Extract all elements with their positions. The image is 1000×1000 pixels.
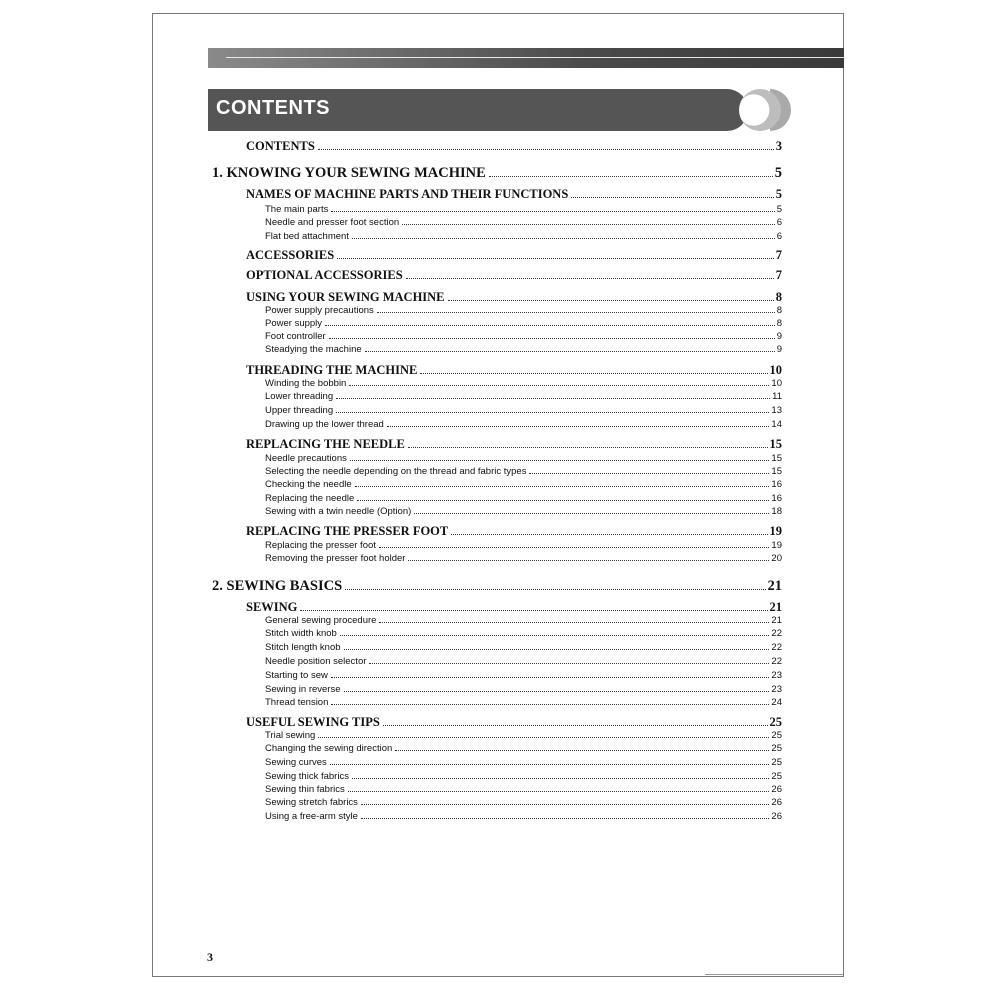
toc-leader-dots <box>379 622 769 623</box>
toc-leader-dots <box>318 737 769 738</box>
toc-leader-dots <box>365 351 775 352</box>
toc-leader-dots <box>406 278 774 279</box>
toc-subsection <box>265 784 782 795</box>
toc-entry-title: Needle and presser foot section <box>265 217 400 228</box>
toc-section <box>246 524 782 539</box>
toc-entry-page: 25 <box>771 771 782 782</box>
toc-leader-dots <box>348 791 770 792</box>
toc-entry-page: 25 <box>771 730 782 741</box>
toc-subsection <box>265 405 782 416</box>
toc-entry-title: Power supply <box>265 318 323 329</box>
toc-entry-page: 3 <box>775 139 782 153</box>
toc-entry-page: 25 <box>771 757 782 768</box>
toc-entry-page: 5 <box>774 165 782 181</box>
toc-entry-title: REPLACING THE NEEDLE <box>246 437 405 451</box>
toc-leader-dots <box>329 338 775 339</box>
toc-subsection <box>265 344 782 355</box>
toc-entry-page: 19 <box>771 540 782 551</box>
toc-entry-title: Stitch width knob <box>265 628 337 639</box>
toc-entry-title: Steadying the machine <box>265 344 362 355</box>
toc-subsection <box>265 642 782 653</box>
toc-leader-dots <box>357 500 769 501</box>
toc-leader-dots <box>451 534 767 535</box>
toc-leader-dots <box>336 398 770 399</box>
toc-subsection <box>265 419 782 430</box>
toc-entry-page: 20 <box>771 553 782 564</box>
toc-entry-title: Changing the sewing direction <box>265 743 393 754</box>
toc-subsection <box>265 757 782 768</box>
toc-leader-dots <box>420 373 767 374</box>
toc-subsection <box>265 615 782 626</box>
toc-entry-page: 22 <box>771 642 782 653</box>
toc-entry-title: The main parts <box>265 204 329 215</box>
toc-entry-title: Using a free-arm style <box>265 811 358 822</box>
toc-leader-dots <box>352 778 769 779</box>
toc-leader-dots <box>344 691 770 692</box>
toc-subsection <box>265 493 782 504</box>
toc-entry-page: 26 <box>771 811 782 822</box>
toc-leader-dots <box>336 412 769 413</box>
toc-entry-title: Trial sewing <box>265 730 316 741</box>
toc-leader-dots <box>361 818 770 819</box>
toc-entry-page: 21 <box>771 615 782 626</box>
toc-leader-dots <box>387 426 770 427</box>
toc-subsection <box>265 466 782 477</box>
toc-entry-title: Replacing the needle <box>265 493 355 504</box>
toc-entry-page: 23 <box>771 670 782 681</box>
toc-entry-title: Sewing thin fabrics <box>265 784 345 795</box>
toc-subsection <box>265 771 782 782</box>
toc-entry-title: REPLACING THE PRESSER FOOT <box>246 524 449 538</box>
toc-entry-title: Sewing thick fabrics <box>265 771 349 782</box>
toc-entry-page: 16 <box>771 493 782 504</box>
toc-entry-title: Power supply precautions <box>265 305 374 316</box>
toc-entry-title: NAMES OF MACHINE PARTS AND THEIR FUNCTIONS <box>246 187 569 201</box>
toc-subsection <box>265 331 782 342</box>
toc-subsection <box>265 811 782 822</box>
toc-leader-dots <box>340 635 770 636</box>
toc-subsection <box>265 204 782 215</box>
toc-leader-dots <box>345 589 765 590</box>
toc-entry-title: THREADING THE MACHINE <box>246 363 418 377</box>
toc-leader-dots <box>350 460 770 461</box>
toc-entry-title: Needle precautions <box>265 453 347 464</box>
toc-entry-page: 25 <box>769 715 782 729</box>
toc-entry-title: Lower threading <box>265 391 334 402</box>
toc-leader-dots <box>571 197 773 198</box>
toc-leader-dots <box>349 385 769 386</box>
toc-entry-title: Flat bed attachment <box>265 231 349 242</box>
toc-entry-page: 21 <box>769 600 782 614</box>
footer-rule <box>705 974 843 975</box>
toc-entry-title: Sewing in reverse <box>265 684 341 695</box>
toc-entry-page: 21 <box>767 578 782 594</box>
toc-entry-page: 16 <box>771 479 782 490</box>
toc-leader-dots <box>318 149 774 150</box>
toc-leader-dots <box>337 258 774 259</box>
toc-entry-page: 22 <box>771 656 782 667</box>
toc-subsection <box>265 305 782 316</box>
toc-entry-title: ACCESSORIES <box>246 248 335 262</box>
toc-subsection <box>265 453 782 464</box>
toc-leader-dots <box>325 325 775 326</box>
toc-entry-page: 8 <box>776 318 782 329</box>
toc-section <box>246 363 782 378</box>
toc-entry-page: 7 <box>775 268 782 282</box>
toc-entry-page: 11 <box>772 391 782 402</box>
toc-leader-dots <box>383 725 768 726</box>
toc-leader-dots <box>402 224 775 225</box>
toc-subsection <box>265 479 782 490</box>
toc-leader-dots <box>369 663 769 664</box>
toc-section <box>246 715 782 730</box>
toc-entry-page: 26 <box>771 797 782 808</box>
toc-leader-dots <box>331 211 774 212</box>
toc-entry-page: 24 <box>771 697 782 708</box>
toc-entry-page: 10 <box>769 363 782 377</box>
toc-leader-dots <box>352 238 775 239</box>
toc-leader-dots <box>448 300 774 301</box>
toc-section <box>246 268 782 283</box>
toc-chapter <box>212 578 782 595</box>
toc-entry-page: 8 <box>775 290 782 304</box>
toc-entry-title: Removing the presser foot holder <box>265 553 406 564</box>
toc-entry-page: 26 <box>771 784 782 795</box>
toc-subsection <box>265 628 782 639</box>
toc-subsection <box>265 231 782 242</box>
contents-title: CONTENTS <box>216 97 330 119</box>
table-of-contents <box>153 14 843 976</box>
toc-entry-page: 18 <box>771 506 782 517</box>
toc-entry-page: 6 <box>776 231 782 242</box>
toc-entry-title: Upper threading <box>265 405 334 416</box>
toc-entry-title: Winding the bobbin <box>265 378 347 389</box>
page-number: 3 <box>207 950 213 964</box>
toc-leader-dots <box>331 704 769 705</box>
toc-leader-dots <box>300 610 767 611</box>
toc-entry-title: Sewing with a twin needle (Option) <box>265 506 412 517</box>
toc-entry-page: 22 <box>771 628 782 639</box>
toc-subsection <box>265 391 782 402</box>
toc-section <box>246 248 782 263</box>
toc-leader-dots <box>395 750 769 751</box>
toc-entry-page: 5 <box>775 187 782 201</box>
toc-leader-dots <box>355 486 770 487</box>
toc-entry-page: 7 <box>775 248 782 262</box>
toc-entry-page: 15 <box>771 453 782 464</box>
toc-section <box>246 600 782 615</box>
toc-entry-title: General sewing procedure <box>265 615 377 626</box>
toc-subsection <box>265 378 782 389</box>
toc-entry-page: 5 <box>776 204 782 215</box>
toc-entry-page: 14 <box>771 419 782 430</box>
toc-entry-title: Starting to sew <box>265 670 328 681</box>
toc-subsection <box>265 730 782 741</box>
toc-entry-page: 9 <box>776 331 782 342</box>
toc-leader-dots <box>414 513 769 514</box>
toc-leader-dots <box>331 677 770 678</box>
toc-entry-title: Drawing up the lower thread <box>265 419 384 430</box>
toc-section <box>246 437 782 452</box>
toc-subsection <box>265 656 782 667</box>
toc-section <box>246 139 782 154</box>
toc-entry-page: 10 <box>771 378 782 389</box>
toc-entry-page: 23 <box>771 684 782 695</box>
toc-entry-title: Sewing stretch fabrics <box>265 797 358 808</box>
toc-entry-page: 9 <box>776 344 782 355</box>
document-page <box>152 13 844 977</box>
toc-entry-title: SEWING <box>246 600 298 614</box>
toc-leader-dots <box>330 764 770 765</box>
toc-entry-page: 25 <box>771 743 782 754</box>
toc-entry-page: 15 <box>769 437 782 451</box>
toc-entry-title: Checking the needle <box>265 479 352 490</box>
toc-subsection <box>265 797 782 808</box>
toc-entry-title: Needle position selector <box>265 656 367 667</box>
toc-subsection <box>265 318 782 329</box>
toc-entry-title: Sewing curves <box>265 757 327 768</box>
toc-subsection <box>265 670 782 681</box>
toc-entry-page: 8 <box>776 305 782 316</box>
toc-subsection <box>265 540 782 551</box>
toc-subsection <box>265 697 782 708</box>
toc-entry-title: Replacing the presser foot <box>265 540 376 551</box>
toc-leader-dots <box>529 473 769 474</box>
toc-entry-title: Thread tension <box>265 697 329 708</box>
toc-subsection <box>265 743 782 754</box>
toc-entry-title: Selecting the needle depending on the thread and fabric types <box>265 466 527 477</box>
toc-entry-page: 6 <box>776 217 782 228</box>
toc-leader-dots <box>377 312 775 313</box>
toc-entry-page: 15 <box>771 466 782 477</box>
toc-section <box>246 290 782 305</box>
toc-leader-dots <box>489 176 773 177</box>
toc-leader-dots <box>379 547 770 548</box>
toc-subsection <box>265 553 782 564</box>
toc-leader-dots <box>408 447 768 448</box>
toc-entry-title: 1. KNOWING YOUR SEWING MACHINE <box>212 165 486 181</box>
toc-entry-title: Foot controller <box>265 331 326 342</box>
toc-entry-title: 2. SEWING BASICS <box>212 578 343 594</box>
toc-entry-page: 19 <box>769 524 782 538</box>
toc-entry-title: CONTENTS <box>246 139 315 153</box>
toc-subsection <box>265 217 782 228</box>
toc-leader-dots <box>361 804 769 805</box>
toc-leader-dots <box>408 560 769 561</box>
toc-subsection <box>265 684 782 695</box>
toc-entry-page: 13 <box>771 405 782 416</box>
toc-leader-dots <box>344 649 770 650</box>
toc-subsection <box>265 506 782 517</box>
toc-section <box>246 187 782 202</box>
toc-entry-title: USEFUL SEWING TIPS <box>246 715 380 729</box>
toc-entry-title: Stitch length knob <box>265 642 341 653</box>
toc-chapter <box>212 165 782 182</box>
toc-entry-title: USING YOUR SEWING MACHINE <box>246 290 445 304</box>
toc-entry-title: OPTIONAL ACCESSORIES <box>246 268 403 282</box>
